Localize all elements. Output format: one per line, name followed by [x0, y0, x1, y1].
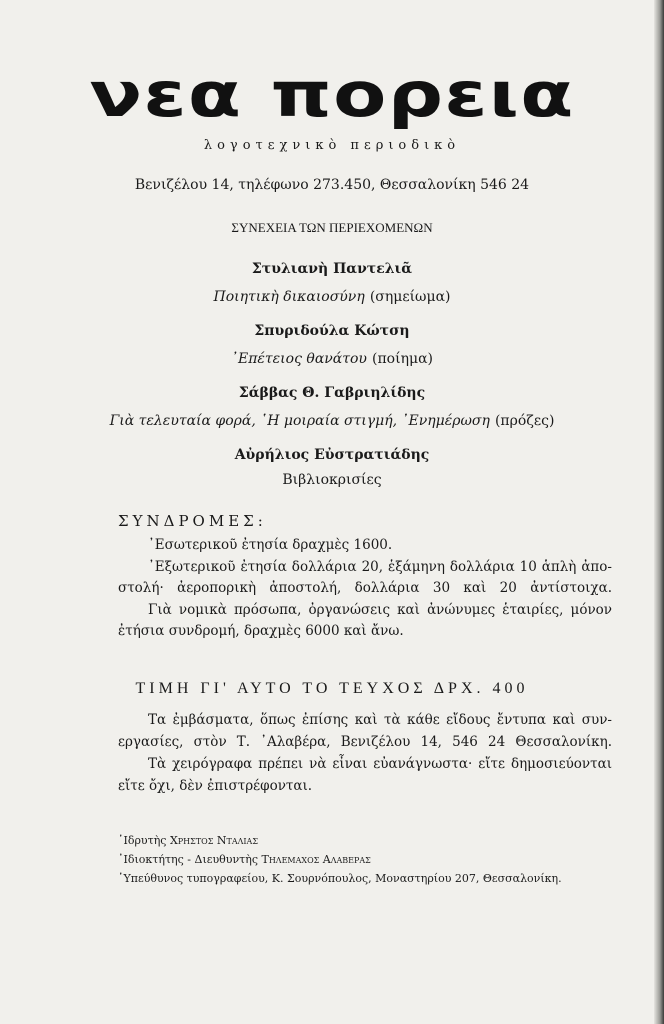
contents-work [0, 348, 664, 367]
work-genre: (ποίημα) [372, 351, 433, 367]
work-title: ᾿Επέτειος θανάτου [230, 351, 367, 367]
credit-founder [118, 834, 258, 847]
magazine-subtitle: λογοτεχνικὸ περιοδικὸ [203, 138, 461, 153]
magazine-address: Βενιζέλου 14, τηλέφωνο 273.450, Θεσσαλονίκη 546 24 [134, 177, 530, 193]
credit-printer [118, 872, 562, 885]
notice-line: εργασίες, στὸν Τ. ᾿Αλαβέρα, Βενιζέλου 14, 546 24 Θεσσαλονίκη. [118, 734, 612, 750]
notice-line: εἴτε ὄχι, δὲν ἐπιστρέφονται. [118, 778, 313, 794]
subscription-line: Γιὰ νομικὰ πρόσωπα, ὀργανώσεις καὶ ἀνώνυμες ἑταιρίες, μόνον [148, 602, 612, 618]
credit-role: ᾿Ιδιοκτήτης - Διευθυντὴς [118, 853, 258, 866]
contents-work [0, 286, 664, 305]
credit-owner [118, 853, 371, 866]
contents-work: Βιβλιοκρισίες [282, 472, 382, 488]
credit-role: ῾Ιδρυτὴς [118, 834, 167, 847]
price-heading: ΤΙΜΗ ΓΙ' ΑΥΤΟ ΤΟ ΤΕΥΧΟΣ ΔΡΧ. 400 [135, 680, 529, 697]
contents-heading: ΣΥΝΕΧΕΙΑ ΤΩΝ ΠΕΡΙΕΧΟΜΕΝΩΝ [231, 220, 433, 235]
contents-author: Αὐρήλιος Εὐστρατιάδης [234, 447, 430, 463]
scan-edge-shadow [654, 0, 664, 1024]
subscription-line: ἐτήσια συνδρομή, δραχμὲς 6000 καὶ ἄνω. [118, 623, 404, 639]
contents-author: Σπυριδούλα Κώτση [254, 323, 410, 339]
subscription-line: ᾿Εσωτερικοῦ ἐτησία δραχμὲς 1600. [148, 537, 393, 553]
contents-author: Σάββας Θ. Γαβριηλίδης [238, 385, 426, 401]
credit-name: Κ. Σουρνόπουλος, Μοναστηρίου 207, Θεσσαλονίκη. [271, 872, 562, 885]
work-genre: (πρόζες) [494, 413, 555, 429]
work-title: Γιὰ τελευταία φορά, ῾Η μοιραία στιγμή, ᾿Ενημέρωση [109, 413, 490, 429]
subscription-line: στολή· ἀεροπορικὴ ἀποστολή, δολλάρια 30 καὶ 20 ἀντίστοιχα. [118, 580, 612, 596]
subscriptions-heading: ΣΥΝΔΡΟΜΕΣ: [118, 512, 267, 530]
credit-name: Χρηστος Νταλιας [169, 834, 258, 847]
work-title: Ποιητικὴ δικαιοσύνη [213, 289, 365, 305]
notice-line: Τὰ χειρόγραφα πρέπει νὰ εἶναι εὐανάγνωστα· εἴτε δημοσιεύονται [148, 756, 612, 772]
credit-role: ῾Υπεύθυνος τυπογραφείου, [118, 872, 269, 885]
notice-line: Τα ἐμβάσματα, ὅπως ἐπίσης καὶ τὰ κάθε εἴδους ἔντυπα καὶ συν- [148, 712, 612, 728]
contents-work [0, 410, 664, 429]
subscription-line: ᾿Εξωτερικοῦ ἐτησία δολλάρια 20, ἑξάμηνη δολλάρια 10 ἁπλὴ ἀπο- [148, 559, 612, 575]
work-genre: (σημείωμα) [369, 289, 451, 305]
contents-author: Στυλιανὴ Παντελιᾶ [251, 261, 413, 277]
magazine-title: νεα πορεια [89, 58, 575, 131]
credit-name: Τηλεμαχος Αλαβερας [261, 853, 371, 866]
